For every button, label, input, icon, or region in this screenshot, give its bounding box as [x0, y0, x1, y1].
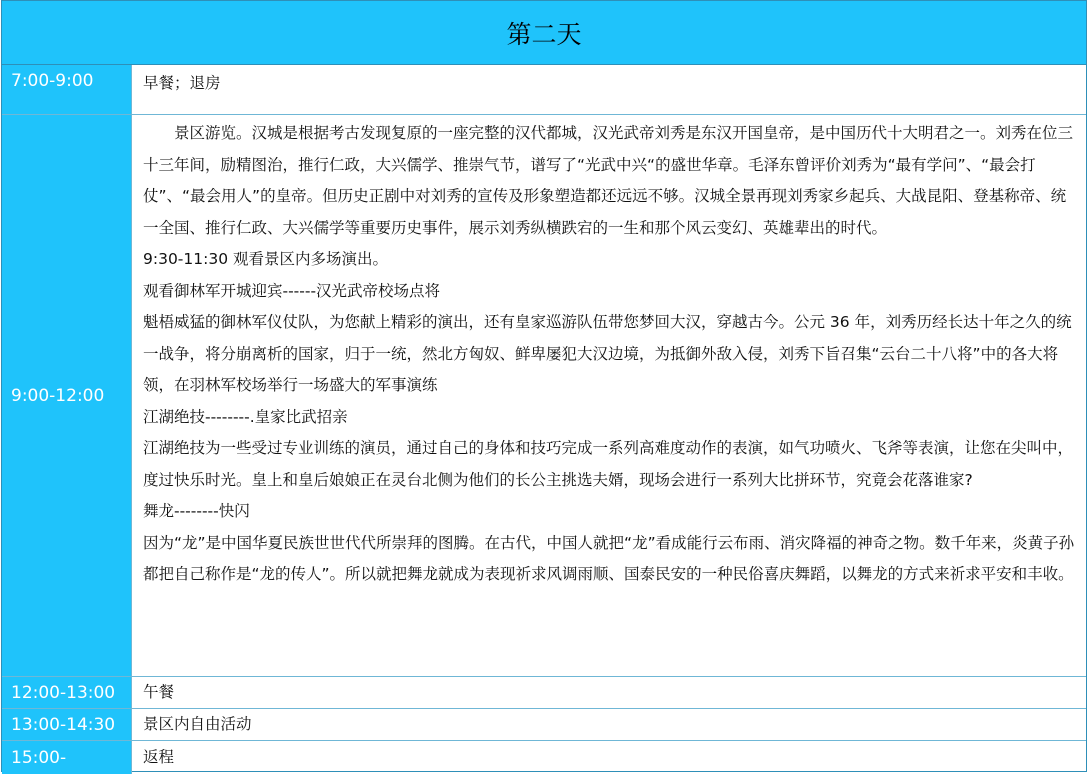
performance-schedule-line: 9:30-11:30 观看景区内多场演出。 [143, 250, 388, 268]
show-heading: 观看御林军开城迎宾------汉光武帝校场点将 [143, 281, 441, 300]
itinerary-table [1, 0, 1087, 772]
time-cell: 7:00-9:00 [2, 65, 132, 114]
time-cell: 9:00-12:00 [2, 115, 132, 676]
activity-cell [132, 115, 1086, 676]
activity-text: 午餐 [143, 682, 175, 701]
activity-cell [132, 65, 1086, 114]
activity-intro-paragraph: 景区游览。汉城是根据考古发现复原的一座完整的汉代都城，汉光武帝刘秀是东汉开国皇帝，是中国历代十大明君之一。刘秀在位三十三年间，励精图治，推行仁政，大兴儒学、推崇气节，谱写了“光武中兴“的盛世华章。毛泽东曾评价刘秀为“最有学问”、“最会打仗”、“最会用人”的皇帝。但历史正剧中对刘秀的宣传及形象塑造都还远远不够。汉城全景再现刘秀家乡起兵、大战昆阳、登基称帝、统一全国、推行仁政、大兴儒学等重要历史事件，展示刘秀纵横跌宕的一生和那个风云变幻、英雄辈出的时代。 [143, 124, 1074, 237]
show-heading: 江湖绝技--------.皇家比武招亲 [143, 407, 348, 426]
show-description: 江湖绝技为一些受过专业训练的演员，通过自己的身体和技巧完成一系列高难度动作的表演，如气功喷火、飞斧等表演，让您在尖叫中，度过快乐时光。皇上和皇后娘娘正在灵台北侧为他们的长公主挑选夫婿，现场会进行一系列大比拼环节，究竟会花落谁家? [143, 439, 1074, 489]
time-cell: 15:00- [2, 741, 132, 774]
table-row [2, 741, 1086, 774]
show-description: 因为“龙”是中国华夏民族世世代代所崇拜的图腾。在古代，中国人就把“龙”看成能行云布雨、消灾降福的神奇之物。数千年来，炎黄子孙都把自己称作是“龙的传人”。所以就把舞龙就成为表现祈求风调雨顺、国泰民安的一种民俗喜庆舞蹈，以舞龙的方式来祈求平安和丰收。 [143, 533, 1075, 583]
table-row [2, 65, 1086, 115]
table-row [2, 677, 1086, 709]
activity-text: 返程 [143, 747, 175, 766]
time-cell: 12:00-13:00 [2, 677, 132, 708]
activity-cell [132, 709, 1086, 740]
table-row [2, 709, 1086, 741]
day-title: 第二天 [2, 1, 1086, 65]
activity-cell [132, 741, 1086, 774]
activity-text: 早餐；退房 [143, 74, 221, 92]
table-row [2, 115, 1086, 677]
time-cell: 13:00-14:30 [2, 709, 132, 740]
activity-text: 景区内自由活动 [143, 714, 252, 733]
show-description: 魁梧威猛的御林军仪仗队，为您献上精彩的演出，还有皇家巡游队伍带您梦回大汉，穿越古今。公元 36 年，刘秀历经长达十年之久的统一战争，将分崩离析的国家，归于一统，然北方匈奴、鲜卑屡犯大汉边境，为抵御外敌入侵，刘秀下旨召集“云台二十八将”中的各大将领，在羽林军校场举行一场盛大的军事演练 [143, 313, 1072, 394]
activity-cell [132, 677, 1086, 708]
show-heading: 舞龙--------快闪 [143, 502, 250, 520]
